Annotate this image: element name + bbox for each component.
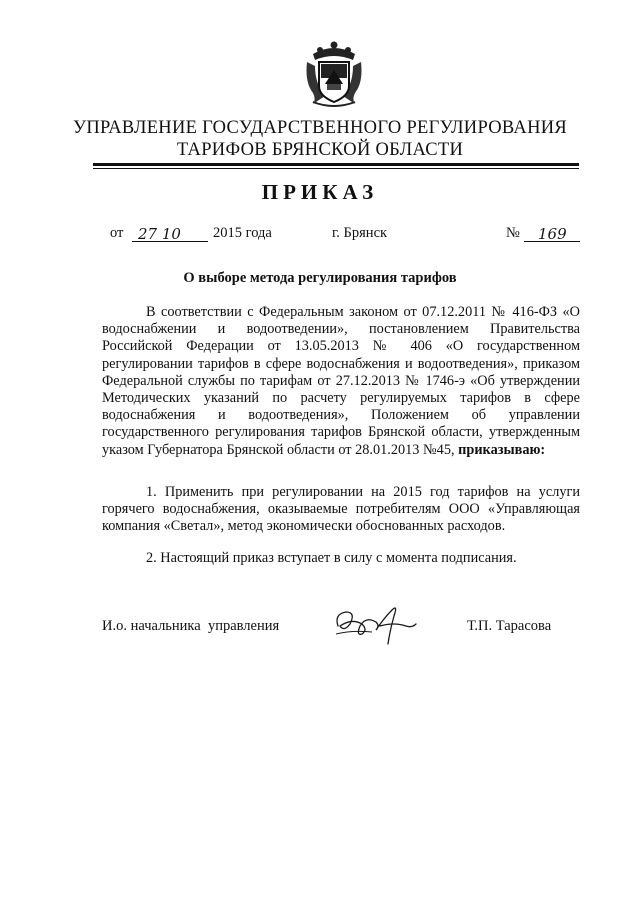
handwritten-signature [332,596,422,648]
number-blank [524,225,580,242]
order-keyword: приказываю: [458,441,546,458]
signatory-position: И.о. начальника управления [102,618,280,634]
organization-name-line1: УПРАВЛЕНИЕ ГОСУДАРСТВЕННОГО РЕГУЛИРОВАНИЯ [72,118,568,138]
preamble-text: В соответствии с Федеральным законом от 07.12.2011 № 416-ФЗ «О водоснабжении и водоотведении», постановлением Правительства Российской Федерации от 13.05.2013 № 406 «О государственном регулировании тарифов в сфере водоснабжения и водоотведения», приказом Федеральной службы по тарифам от 27.12.2013 № 1746-э «Об утверждении Методических указаний по расчету регулируемых тарифов в сфере водоснабжения и водоотведения», Положением об управлении государственного регулирования тарифов Брянской области, утвержденным указом Губернатора Брянской области от 28.01.2013 №45, [102,304,580,458]
date-prefix: от [110,225,124,241]
document-title: ПРИКАЗ [261,180,379,204]
organization-name-line2: ТАРИФОВ БРЯНСКОЙ ОБЛАСТИ [176,140,464,160]
signature-block [0,618,640,642]
order-item-1: 1. Применить при регулировании на 2015 год тарифов на услуги горячего водоснабжения, оказываемые потребителям ООО «Управляющая компания «Светал», метод экономически обоснованных расходов. [102,484,580,535]
header-rule-thin [93,168,579,169]
year-text: 2015 года [213,225,272,241]
city: г. Брянск [332,225,388,241]
preamble-paragraph [102,304,580,459]
order-item-2: 2. Настоящий приказ вступает в силу с момента подписания. [146,550,517,566]
date-number-line [0,225,640,247]
handwritten-date: 27 10 [138,225,181,243]
handwritten-number: 169 [538,225,567,243]
coat-of-arms-emblem [303,40,365,108]
signatory-name: Т.П. Тарасова [467,618,552,634]
document-subject: О выборе метода регулирования тарифов [183,270,457,286]
number-prefix: № [506,225,520,241]
header-rule-thick [93,163,579,166]
date-blank [132,225,208,242]
